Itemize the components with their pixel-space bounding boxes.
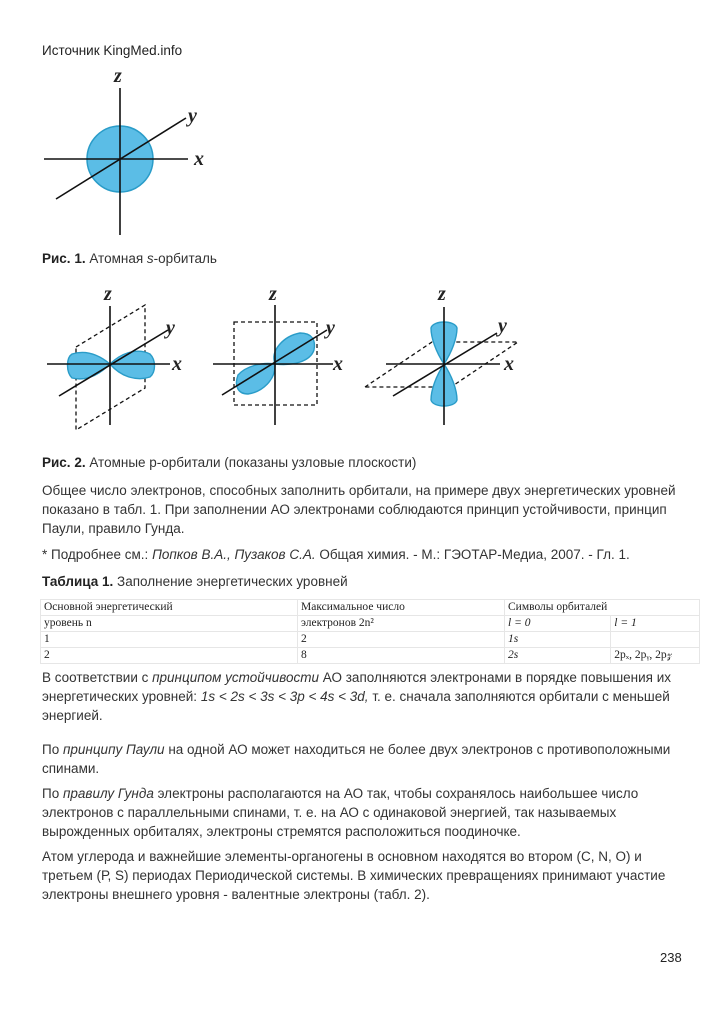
- table-header-cell: Символы орбиталей: [505, 600, 611, 616]
- figure2-caption: [42, 455, 416, 470]
- table-header-cell: уровень n: [41, 616, 298, 632]
- footnote-text: Общая химия. - М.: ГЭОТАР-Медиа, 2007. - Гл. 1.: [315, 547, 630, 562]
- table-header-row: [41, 600, 700, 616]
- paragraph-text: По: [42, 742, 63, 757]
- footnote-authors: Попков В.А., Пузаков С.А.: [152, 547, 316, 562]
- table1-caption-label: Таблица 1.: [42, 574, 114, 589]
- footnote-text: * Подробнее см.:: [42, 547, 153, 562]
- paragraph-pauli-principle: [42, 740, 692, 778]
- table-header-cell: l = 0: [505, 616, 611, 632]
- table-cell: [611, 632, 700, 648]
- figure1-caption-label: Рис. 1.: [42, 251, 86, 266]
- figure-p-orbitals: [0, 0, 724, 450]
- x-axis-label: x: [172, 353, 182, 375]
- y-axis-label: y: [188, 105, 197, 127]
- p-y-orbital-panel: [213, 283, 343, 425]
- y-axis-label: y: [498, 315, 507, 337]
- footnote: [42, 545, 692, 564]
- y-axis-label: y: [326, 317, 335, 339]
- table-row: [41, 648, 700, 664]
- paragraph-stability-principle: [42, 668, 692, 725]
- x-axis-label: x: [333, 353, 343, 375]
- paragraph-text: В соответствии с: [42, 670, 153, 685]
- z-axis-label: z: [114, 65, 122, 87]
- caption-italic: s: [146, 251, 154, 266]
- table-header-cell: l = 1: [611, 616, 700, 632]
- table-cell: 2s: [505, 648, 611, 664]
- paragraph-organogens: Атом углерода и важнейшие элементы-органогены в основном находятся во втором (С, N, О) и третьем (Р, S) периодах Периодической системы. В химических превращениях принимают участие электроны внешнего уровня - валентные электроны (табл. 2).: [42, 849, 666, 902]
- z-axis-label: z: [438, 283, 446, 305]
- table-cell: 1s: [505, 632, 611, 648]
- table-cell: 2: [298, 632, 505, 648]
- paragraph-intro: Общее число электронов, способных заполнить орбитали, на примере двух энергетических уровней показано в табл. 1. При заполнении АО электронами соблюдаются принцип устойчивости, принцип Паули, правило Гунда.: [42, 483, 676, 536]
- p-x-orbital-panel: [47, 283, 182, 430]
- table-row: [41, 632, 700, 648]
- z-axis-label: z: [269, 283, 277, 305]
- caption-text: Атомная: [89, 251, 147, 266]
- paragraph-text: АО заполняются электронами в порядке повышения их энергетических уровней:: [42, 670, 672, 704]
- caption-text: -орбиталь: [153, 251, 217, 266]
- table-header-cell: Максимальное число: [298, 600, 505, 616]
- table-header-row: [41, 616, 700, 632]
- caption-text: Атомные р-орбитали (показаны узловые плоскости): [89, 455, 417, 470]
- paragraph-text: т. е. сначала заполняются орбитали с меньшей энергией.: [42, 689, 670, 723]
- source-header: Источник KingMed.info: [42, 43, 183, 58]
- table-header-cell: [611, 600, 700, 616]
- energy-order-italic: 1s < 2s < 3s < 3p < 4s < 3d,: [200, 689, 369, 704]
- x-axis-label: x: [504, 353, 514, 375]
- paragraph-hund-rule: [42, 784, 692, 841]
- p-z-orbital-panel: [365, 283, 518, 425]
- table-cell: 2: [41, 648, 298, 664]
- energy-levels-table: [40, 599, 700, 664]
- term-italic: принципом устойчивости: [152, 670, 320, 685]
- y-axis-label: y: [166, 317, 175, 339]
- page-number: 238: [660, 950, 682, 965]
- table-cell: 1: [41, 632, 298, 648]
- caption-text: Заполнение энергетических уровней: [117, 574, 348, 589]
- z-axis-label: z: [104, 283, 112, 305]
- table-header-cell: электронов 2n²: [298, 616, 505, 632]
- term-italic: принципу Паули: [62, 742, 165, 757]
- table-cell: 2pₓ, 2pᵧ, 2p𝓏: [611, 648, 700, 664]
- table-cell: 8: [298, 648, 505, 664]
- x-axis-label: x: [194, 148, 204, 170]
- figure2-caption-label: Рис. 2.: [42, 455, 86, 470]
- paragraph-text: По: [42, 786, 63, 801]
- paragraph-text: электроны располагаются на АО так, чтобы сохранялось наибольшее число электронов с параллельными спинами, т. е. на АО с одинаковой энергией, так называемых вырожденных орбиталях, электроны стремятся расположиться поодиночке.: [42, 786, 639, 839]
- term-italic: правилу Гунда: [62, 786, 154, 801]
- table-header-cell: Основной энергетический: [41, 600, 298, 616]
- paragraph-text: на одной АО может находиться не более двух электронов с противоположными спинами.: [42, 742, 671, 776]
- table1-caption: [42, 574, 348, 589]
